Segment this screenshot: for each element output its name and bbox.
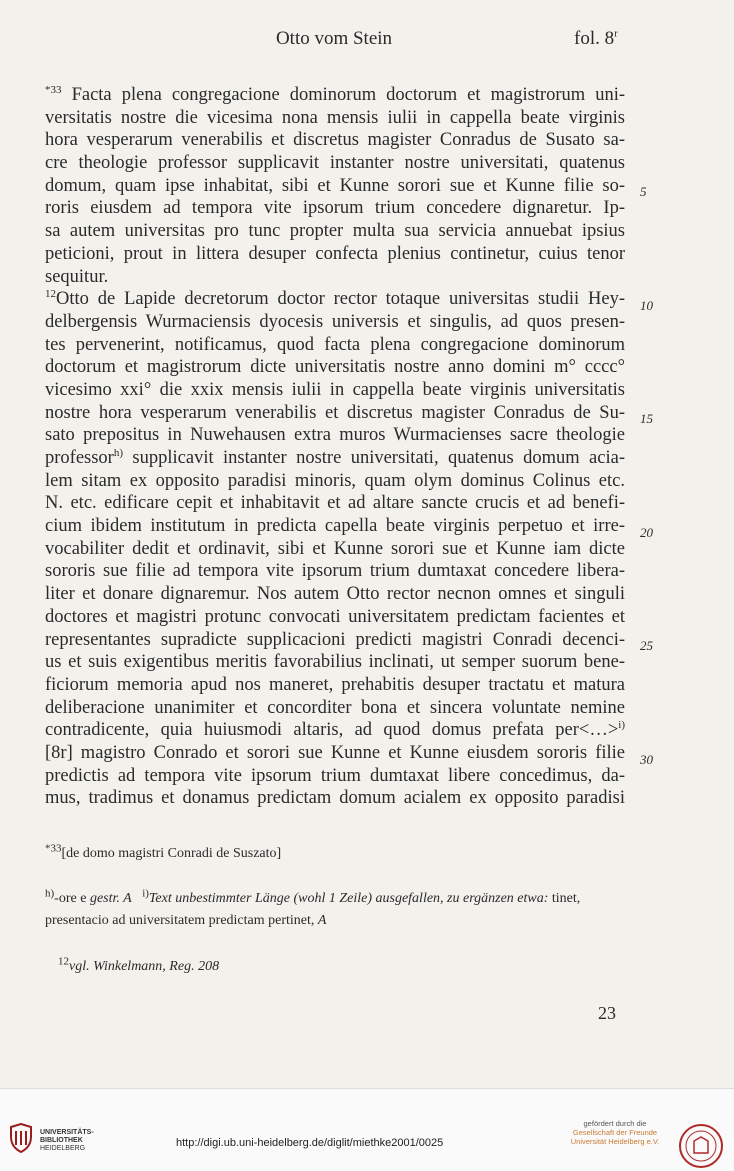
footnote-33: $^{*33}$[de domo magistri Conradi de Suszato]: [45, 842, 282, 861]
text-line: hora vesperarum venerabilis et discretus magister Conradus de Susato sa-: [45, 130, 625, 151]
text-line: contradicente, quia huiusmodi altaris, ad quod domus prefata per<…>$^{i)}$: [45, 719, 625, 741]
line-number: 20: [640, 525, 653, 540]
text-line: versitatis nostre die vicesima nona mensis iulii in cappella beate virginis: [45, 107, 625, 128]
footnote-h-i: $^{h)}$-ore e gestr. A $^{i)}$Text unbestimmter Länge (wohl 1 Zeile) ausgefallen, zu ergänzen etwa: tinet, presentacio ad universitatem predictam pertinet, A: [45, 887, 581, 928]
text-line: cre theologie professor supplicavit instanter nostre universitati, quatenus: [45, 153, 625, 174]
line-number: 30: [640, 752, 653, 767]
text-line: representantes supradicte supplicacioni predicti magistri Conradi decenci-: [45, 629, 625, 650]
page-title: Otto vom Stein: [275, 28, 393, 49]
line-number: 5: [640, 184, 647, 199]
text-line: nostre hora vesperarum venerabilis et discretus magister Conradus de Su-: [45, 402, 625, 423]
footnote-12: $^{12}$vgl. Winkelmann, Reg. 208: [58, 955, 220, 974]
library-name: UNIVERSITÄTS- BIBLIOTHEK HEIDELBERG: [40, 1129, 94, 1152]
text-line: ficiorum memoria apud nos maneret, prehabitis desuper tractatu et matura: [45, 674, 625, 695]
text-line: predictis ad tempora vite ipsorum trium dumtaxat libere concedimus, da-: [45, 765, 625, 786]
text-line: [8r] magistro Conrado et sorori sue Kunne et Kunne eiusdem sororis filie: [45, 742, 625, 763]
text-line: lem sitam ex opposito paradisi minoris, quam olym dominus Colinus etc.: [45, 470, 625, 491]
text-line: doctores et magistri protunc convocati universitatem predictam facientes et: [45, 606, 625, 627]
text-line: vicesimo xxi° die xxix mensis iulii in cappella beate virginis universitatis: [45, 379, 625, 400]
text-line: sato prepositus in Nuwehausen extra muros Wurmacienses sacre theologie: [45, 425, 625, 446]
main-text: [45, 84, 625, 810]
text-line: sequitur.: [45, 266, 109, 287]
text-line: roris eiusdem ad tempora vite ipsorum trium concedere dignaretur. Ip-: [45, 198, 625, 219]
sponsor-text: gefördert durch die Gesellschaft der Freunde Universität Heidelberg e.V.: [570, 1119, 660, 1146]
folio-label: fol. 8$^r$: [574, 27, 618, 49]
text-line: cium ibidem institutum in predicta capella beate virginis perpetuo et irre-: [45, 516, 625, 537]
text-line: peticioni, prout in littera desuper confecta plenius continetur, cuius tenor: [45, 243, 625, 264]
text-line: domum, quam ipse inhabitat, sibi et Kunne sorori sue et Kunne filie so-: [45, 175, 625, 196]
digitization-footer: [0, 1088, 734, 1171]
text-line: delbergensis Wurmaciensis dyocesis universis et singulis, ad quos presen-: [45, 311, 625, 332]
text-line: doctorum et magistrorum dicte universitatis nostre anno domini m° cccc°: [45, 357, 625, 378]
page-number: 23: [598, 1003, 616, 1023]
text-line: sororis sue filie ad tempora vite ipsorum trium dumtaxat concedere libera-: [45, 561, 625, 582]
text-line: $^{12}$Otto de Lapide decretorum doctor rector totaque universitas studii Hey-: [45, 288, 625, 310]
text-line: mus, tradimus et donamus predictam domum acialem ex opposito paradisi: [45, 788, 625, 809]
line-number: 10: [640, 298, 653, 313]
text-line: professor$^{h)}$ supplicavit instanter nostre universitati, quatenus domum acia-: [45, 446, 625, 468]
text-line: sa autem universitas pro tunc propter multa sua servicia annuebat ipsius: [45, 221, 625, 242]
line-number: 25: [640, 638, 653, 653]
text-line: deliberacione unanimiter et concorditer bona et sincera voluntate nemine: [45, 697, 625, 718]
text-line: vocabiliter dedit et ordinavit, sibi et Kunne sorori sue et Kunne iam dicte: [45, 538, 625, 559]
text-line: liter et donare dignaremur. Nos autem Otto rector necnon omnes et singuli: [45, 584, 625, 605]
source-url-link[interactable]: http://digi.ub.uni-heidelberg.de/diglit/miethke2001/0025: [176, 1137, 444, 1149]
line-number: 15: [640, 411, 653, 426]
text-line: N. etc. edificare cepit et inhabitavit et ad altare sancte crucis et ad benefi-: [45, 493, 625, 514]
text-line: us et suis exigentibus meritis favorabilius inclinati, ut semper suorum bene-: [45, 652, 625, 673]
text-line: $^{*33}$ Facta plena congregacione dominorum doctorum et magistrorum uni-: [45, 83, 626, 105]
university-library-logo-icon: [8, 1123, 34, 1153]
text-line: tes pervenerint, notificamus, quod facta plena congregacione dominorum: [45, 334, 625, 355]
running-header: [0, 28, 734, 54]
seal-icon: [678, 1123, 724, 1169]
